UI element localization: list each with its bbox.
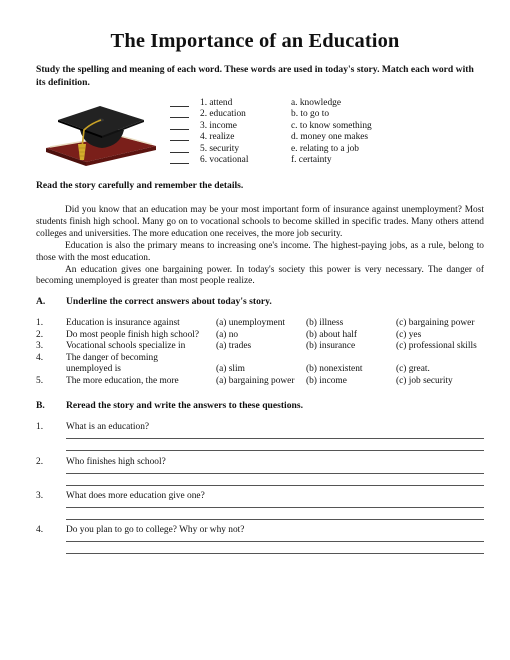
- vocab-definition: a. knowledge: [291, 98, 341, 108]
- vocab-row: [170, 132, 369, 143]
- question-number: 2.: [36, 329, 44, 340]
- answer-line[interactable]: [66, 519, 484, 520]
- question-text: Education is insurance against: [66, 318, 180, 328]
- question-text: Do most people finish high school?: [66, 329, 200, 340]
- answer-option-a[interactable]: (a) slim: [216, 364, 245, 374]
- answer-option-a[interactable]: (a) no: [216, 329, 239, 340]
- vocab-row: [170, 120, 372, 132]
- vocab-row: [170, 109, 330, 120]
- answer-option-a[interactable]: (a) bargaining power: [216, 375, 295, 386]
- answer-line[interactable]: [66, 485, 484, 486]
- answer-line[interactable]: [66, 541, 484, 542]
- page-title: The Importance of an Education: [110, 30, 400, 52]
- question-number: 1.: [36, 318, 44, 328]
- answer-option-b[interactable]: (b) nonexistent: [306, 364, 363, 374]
- section-label: B.: [36, 400, 45, 411]
- question-text: The more education, the more: [66, 375, 179, 386]
- vocab-row: [170, 143, 359, 155]
- vocab-definition: e. relating to a job: [291, 143, 359, 154]
- answer-option-a[interactable]: (a) trades: [216, 341, 252, 351]
- vocab-word: 2. education: [200, 109, 246, 120]
- answer-blank[interactable]: [170, 109, 189, 118]
- question-text: What does more education give one?: [66, 491, 205, 501]
- answer-line[interactable]: [66, 450, 484, 451]
- question-text: Do you plan to go to college? Why or why not?: [66, 525, 245, 535]
- answer-option-b[interactable]: (b) insurance: [306, 341, 356, 351]
- answer-option-b[interactable]: (b) about half: [306, 329, 358, 340]
- vocab-definition: b. to go to: [291, 109, 330, 120]
- section-label: A.: [36, 296, 46, 307]
- answer-blank[interactable]: [170, 144, 189, 153]
- vocab-definition: c. to know something: [291, 120, 372, 131]
- answer-line[interactable]: [66, 553, 484, 554]
- vocab-definition: d. money one makes: [291, 132, 369, 143]
- vocab-definition: f. certainty: [291, 154, 332, 165]
- answer-option-a[interactable]: (a) unemployment: [216, 318, 285, 328]
- vocab-word: 3. income: [200, 120, 237, 131]
- question-number: 4.: [36, 352, 44, 363]
- answer-line[interactable]: [66, 438, 484, 439]
- question-number: 2.: [36, 457, 44, 467]
- story-instructions: Read the story carefully and remember the details.: [36, 180, 244, 191]
- question-number: 4.: [36, 525, 44, 535]
- answer-option-c[interactable]: (c) bargaining power: [396, 318, 475, 328]
- story-text: [36, 205, 484, 288]
- story-paragraph: Education is also the primary means to increasing one's income. The highest-paying jobs, as a rule, belong to those with the most education.: [36, 240, 484, 263]
- vocabulary-matching: [170, 98, 372, 166]
- vocab-word: 1. attend: [200, 98, 233, 108]
- answer-option-c[interactable]: (c) job security: [396, 375, 453, 386]
- section-title: Reread the story and write the answers to these questions.: [66, 400, 303, 411]
- question-text: What is an education?: [66, 422, 150, 432]
- answer-option-c[interactable]: (c) great.: [396, 364, 430, 374]
- vocab-row: [170, 98, 341, 109]
- section-title: Underline the correct answers about today's story.: [66, 296, 272, 307]
- question-text: The danger of becoming: [66, 352, 158, 363]
- answer-blank[interactable]: [170, 98, 189, 107]
- section-a-heading: [36, 296, 272, 307]
- answer-line[interactable]: [66, 473, 484, 474]
- question-text: Vocational schools specialize in: [66, 341, 186, 351]
- question-number: 5.: [36, 375, 44, 386]
- graduation-cap-image: [40, 100, 160, 168]
- vocab-row: [170, 154, 332, 166]
- answer-blank[interactable]: [170, 132, 189, 141]
- vocab-word: 5. security: [200, 143, 240, 154]
- answer-option-b[interactable]: (b) income: [306, 375, 347, 386]
- answer-option-b[interactable]: (b) illness: [306, 318, 344, 328]
- question-text: Who finishes high school?: [66, 457, 166, 467]
- answer-option-c[interactable]: (c) professional skills: [396, 341, 477, 351]
- vocab-word: 4. realize: [200, 132, 235, 143]
- section-b-heading: [36, 400, 303, 411]
- answer-option-c[interactable]: (c) yes: [396, 329, 422, 340]
- story-paragraph: An education gives one bargaining power. In today's society this power is very necessary. The danger of becoming unemployed is greater than most people realize.: [36, 264, 484, 287]
- vocab-word: 6. vocational: [200, 154, 249, 165]
- vocab-instructions: Study the spelling and meaning of each word. These words are used in today's story. Match each word with its definition.: [36, 64, 474, 88]
- question-number: 3.: [36, 341, 44, 351]
- story-paragraph: Did you know that an education may be your most important form of insurance against unemployment? Most students finish high school. Many go on to vocational schools to become skilled in specific trades. Many others attend colleges and universities. The more education one receives, the more job security.: [36, 205, 484, 239]
- question-number: 3.: [36, 491, 44, 501]
- question-number: 1.: [36, 422, 44, 432]
- answer-blank[interactable]: [170, 155, 189, 164]
- question-text: unemployed is: [66, 364, 121, 374]
- answer-blank[interactable]: [170, 121, 189, 130]
- answer-line[interactable]: [66, 507, 484, 508]
